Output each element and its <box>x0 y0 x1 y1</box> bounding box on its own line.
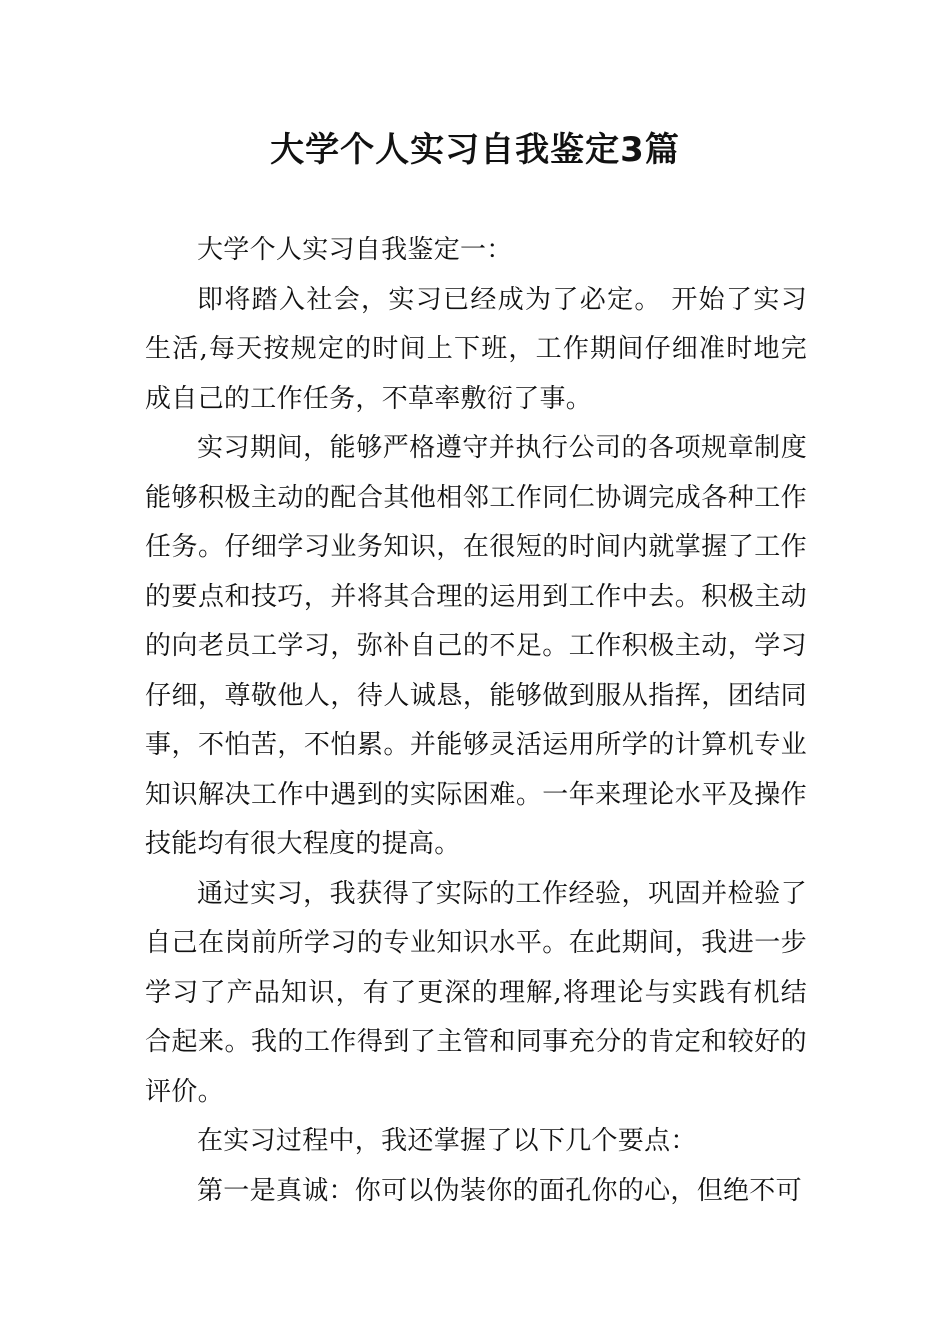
paragraph: 在实习过程中，我还掌握了以下几个要点： <box>197 1126 697 1156</box>
paragraph: 通过实习，我获得了实际的工作经验，巩固并检验了自己在岗前所学习的专业知识水平。在此期间，我进一步学习了产品知识，有了更深的理解,将理论与实践有机结合起来。我的工作得到了主管和同事充分的肯定和较好的评价。 <box>145 878 807 1107</box>
document-body <box>145 226 807 1216</box>
document-title: 大学个人实习自我鉴定3篇 <box>270 130 680 170</box>
section-heading: 大学个人实习自我鉴定一： <box>197 235 513 265</box>
paragraph: 即将踏入社会，实习已经成为了必定。 开始了实习生活,每天按规定的时间上下班，工作期间仔细准时地完成自己的工作任务，不草率敷衍了事。 <box>145 284 807 414</box>
paragraph: 第一是真诚：你可以伪装你的面孔你的心，但绝不可 <box>197 1175 802 1206</box>
paragraph: 实习期间，能够严格遵守并执行公司的各项规章制度能够积极主动的配合其他相邻工作同仁协调完成各种工作任务。仔细学习业务知识，在很短的时间内就掌握了工作的要点和技巧，并将其合理的运用到工作中去。积极主动的向老员工学习，弥补自己的不足。工作积极主动，学习仔细，尊敬他人，待人诚恳，能够做到服从指挥，团结同事，不怕苦，不怕累。并能够灵活运用所学的计算机专业知识解决工作中遇到的实际困难。一年来理论水平及操作技能均有很大程度的提高。 <box>145 433 807 859</box>
